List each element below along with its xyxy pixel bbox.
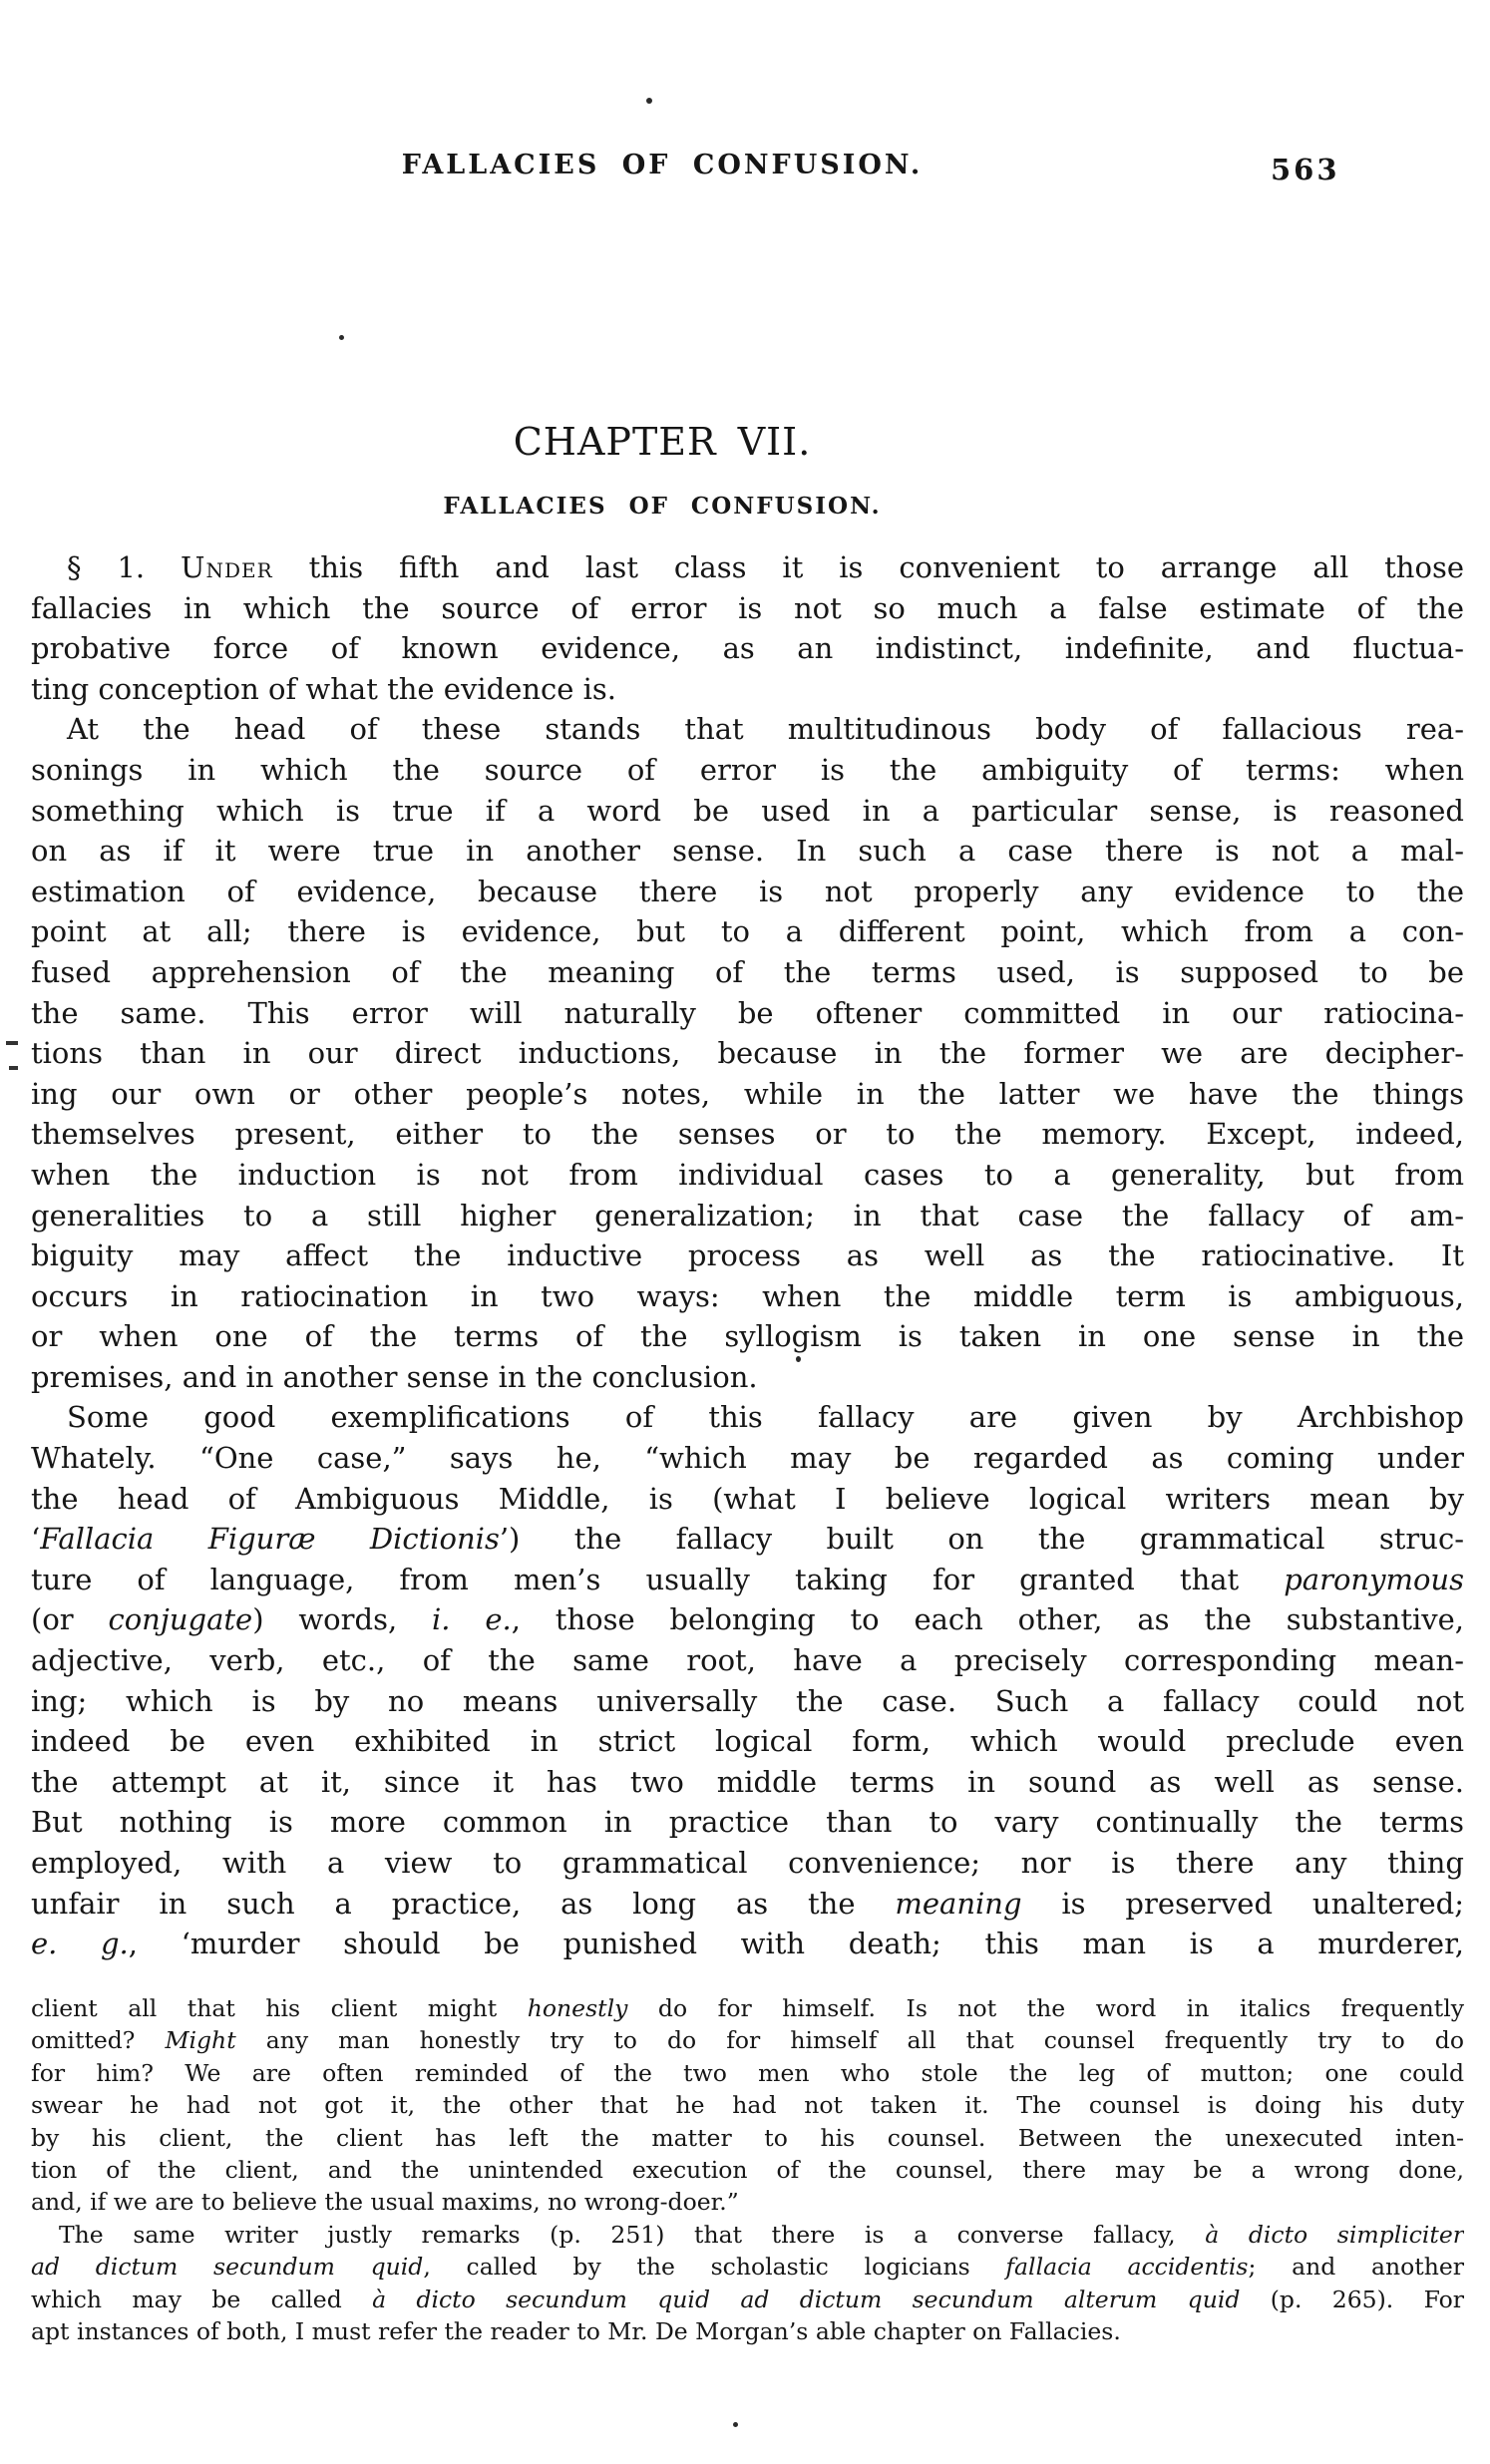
text-line: ing; which is by no means universally the case. Such a fallacy could not <box>31 1683 1464 1718</box>
text-line: fallacies in which the source of error is not so much a false estimate of the <box>31 590 1464 625</box>
text-line: tion of the client, and the unintended execution of the counsel, there may be a wrong done, <box>31 2155 1464 2184</box>
text-line: (or conjugate) words, i. e., those belonging to each other, as the substantive, <box>31 1602 1464 1637</box>
text-line: ting conception of what the evidence is. <box>31 671 617 706</box>
text-line: tions than in our direct inductions, because in the former we are decipher- <box>31 1036 1464 1071</box>
text-line: biguity may affect the inductive process as well as the ratiocinative. It <box>31 1238 1464 1273</box>
text-line: fused apprehension of the meaning of the terms used, is supposed to be <box>31 954 1464 989</box>
text-line: e. g., ‘murder should be punished with death; this man is a murderer, <box>31 1927 1464 1961</box>
text-line: point at all; there is evidence, but to a different point, which from a con- <box>31 914 1464 949</box>
text-line: and, if we are to believe the usual maxims, no wrong-doer.” <box>31 2188 739 2217</box>
text-line: estimation of evidence, because there is not properly any evidence to the <box>31 874 1464 908</box>
text-line: by his client, the client has left the matter to his counsel. Between the unexecuted inten- <box>31 2123 1464 2152</box>
text-line: ture of language, from men’s usually taking for granted that paronymous <box>31 1562 1464 1596</box>
text-line: ing our own or other people’s notes, while in the latter we have the things <box>31 1076 1464 1111</box>
text-line: At the head of these stands that multitudinous body of fallacious rea- <box>67 712 1464 747</box>
text-line: unfair in such a practice, as long as the meaning is preserved unaltered; <box>31 1886 1464 1921</box>
scan-artifact-mark <box>9 1066 18 1070</box>
page-number: 563 <box>1271 153 1340 186</box>
text-line: probative force of known evidence, as an indistinct, indefinite, and fluctua- <box>31 631 1464 666</box>
text-line: for him? We are often reminded of the two men who stole the leg of mutton; one could <box>31 2058 1464 2087</box>
text-line: the same. This error will naturally be oftener committed in our ratiocina- <box>31 995 1464 1030</box>
text-line: Some good exemplifications of this fallacy are given by Archbishop <box>67 1400 1464 1435</box>
running-header-title: FALLACIES OF CONFUSION. <box>401 150 924 180</box>
text-line: ‘Fallacia Figuræ Dictionis’) the fallacy built on the grammatical struc- <box>31 1522 1464 1557</box>
chapter-subheading: FALLACIES OF CONFUSION. <box>443 493 882 520</box>
scan-artifact-dot <box>646 98 652 104</box>
text-line: themselves present, either to the senses or to the memory. Except, indeed, <box>31 1117 1464 1152</box>
text-line: on as if it were true in another sense. In such a case there is not a mal- <box>31 834 1464 869</box>
text-line: the attempt at it, since it has two middle terms in sound as well as sense. <box>31 1764 1464 1799</box>
text-line: omitted? Might any man honestly try to do for himself all that counsel frequently try to do <box>31 2026 1464 2055</box>
text-line: client all that his client might honestly do for himself. Is not the word in italics frequently <box>31 1994 1464 2022</box>
footnote-text <box>31 1992 1464 2347</box>
chapter-heading: CHAPTER VII. <box>513 420 812 464</box>
text-line: the head of Ambiguous Middle, is (what I believe logical writers mean by <box>31 1481 1464 1516</box>
body-text <box>31 547 1464 1964</box>
scan-artifact-dot <box>796 1356 801 1362</box>
text-line: when the induction is not from individual cases to a generality, but from <box>31 1157 1464 1192</box>
scan-artifact-mark <box>6 1041 18 1045</box>
text-line: adjective, verb, etc., of the same root, have a precisely corresponding mean- <box>31 1643 1464 1678</box>
text-line: premises, and in another sense in the conclusion. <box>31 1359 758 1394</box>
scan-artifact-dot <box>733 2422 738 2427</box>
text-line: occurs in ratiocination in two ways: when the middle term is ambiguous, <box>31 1278 1464 1313</box>
text-line: Whately. “One case,” says he, “which may be regarded as coming under <box>31 1441 1464 1476</box>
text-line: apt instances of both, I must refer the reader to Mr. De Morgan’s able chapter on Fallacies. <box>31 2316 1121 2345</box>
scan-artifact-dot <box>339 335 344 340</box>
text-line: which may be called à dicto secundum quid ad dictum secundum alterum quid (p. 265). For <box>31 2285 1464 2313</box>
text-line: something which is true if a word be used in a particular sense, is reasoned <box>31 793 1464 828</box>
text-line: or when one of the terms of the syllogism is taken in one sense in the <box>31 1319 1464 1354</box>
text-line: ad dictum secundum quid, called by the scholastic logicians fallacia accidentis; and another <box>31 2253 1464 2282</box>
text-line: But nothing is more common in practice than to vary continually the terms <box>31 1805 1464 1840</box>
text-line: The same writer justly remarks (p. 251) that there is a converse fallacy, à dicto simpliciter <box>59 2220 1464 2249</box>
text-line: § 1. Under this fifth and last class it is convenient to arrange all those <box>67 550 1464 584</box>
text-line: employed, with a view to grammatical convenience; nor is there any thing <box>31 1846 1464 1880</box>
text-line: swear he had not got it, the other that he had not taken it. The counsel is doing his duty <box>31 2091 1464 2120</box>
text-line: sonings in which the source of error is the ambiguity of terms: when <box>31 752 1464 787</box>
text-line: indeed be even exhibited in strict logical form, which would preclude even <box>31 1724 1464 1759</box>
text-line: generalities to a still higher generalization; in that case the fallacy of am- <box>31 1198 1464 1232</box>
